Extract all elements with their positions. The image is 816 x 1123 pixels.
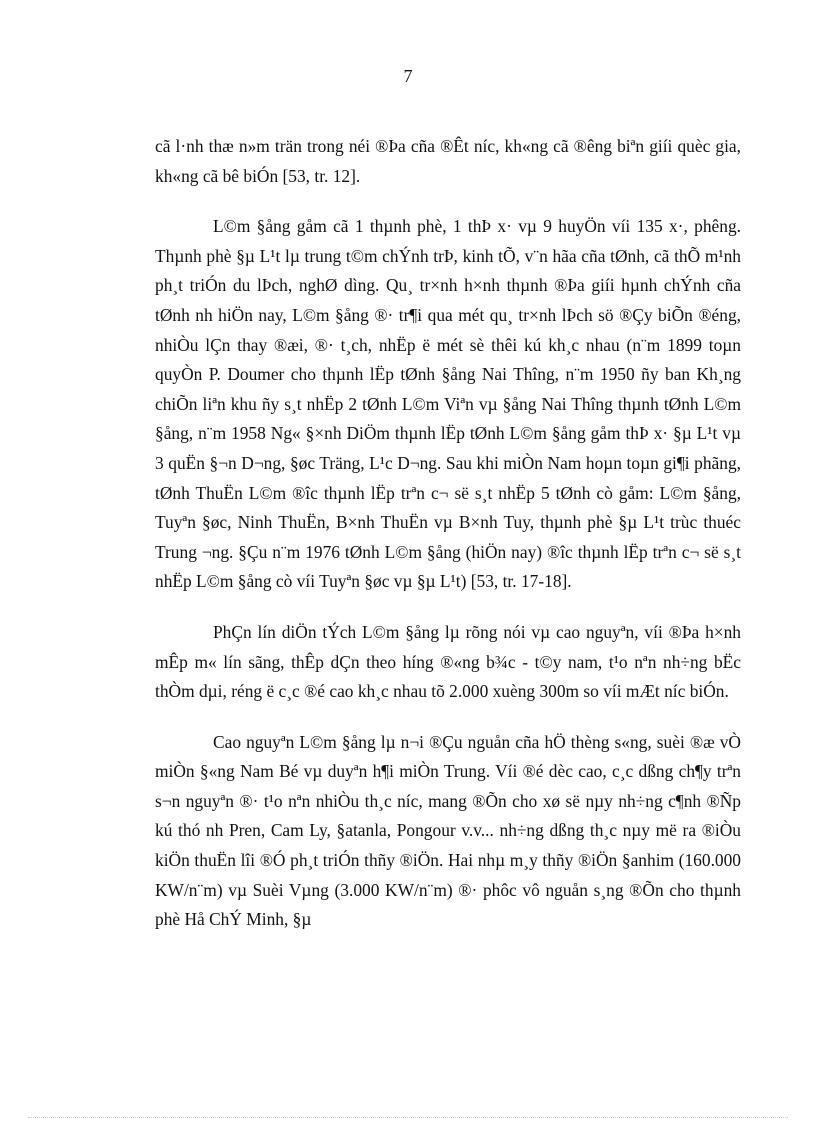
paragraph-terrain: PhÇn lín diÖn tÝch L©m §ång lµ rõng nói vµ cao nguyªn, víi ®Þa h×nh mÊp m« lín sãng, thÊp dÇn theo híng ®«ng b¾c - t©y nam, t¹o nªn nh÷ng bËc thÒm dµi, réng ë c¸c ®é cao kh¸c nhau tõ 2.000 xuèng 300m so víi mÆt níc biÓn. [155, 621, 741, 702]
paragraph-continuation: cã l·nh thæ n»m trän trong néi ®Þa cña ®Êt níc, kh«ng cã ®êng biªn giíi quèc gia, kh«ng cã bê biÓn [53, tr. 12]. [155, 136, 741, 186]
paragraph-administrative-history: L©m §ång gåm cã 1 thµnh phè, 1 thÞ x· vµ 9 huyÖn víi 135 x·, phêng. Thµnh phè §µ L¹t lµ trung t©m chÝnh trÞ, kinh tÕ, v¨n hãa cña tØnh, cã thÕ m¹nh ph¸t triÓn du lÞch, nghØ dìng. Qu¸ tr×nh h×nh thµnh ®Þa giíi hµnh chÝnh cña tØnh nh hiÖn nay, L©m §ång ®· tr¶i qua mét qu¸ tr×nh lÞch sö ®Çy biÕn ®éng, nhiÒu lÇn thay ®æi, ®· t¸ch, nhËp ë mét sè thêi kú kh¸c nhau (n¨m 1899 toµn quyÒn P. Doumer cho thµnh lËp tØnh §ång Nai Thîng, n¨m 1950 ñy ban Kh¸ng chiÕn liªn khu ñy s¸t nhËp 2 tØnh L©m Viªn vµ §ång Nai Thîng thµnh tØnh L©m §ång, n¨m 1958 Ng« §×nh DiÖm thµnh lËp tØnh L©m §ång gåm thÞ x· §µ L¹t vµ 3 quËn §¬n D¬ng, §øc Träng, L¹c D¬ng. Sau khi miÒn Nam hoµn toµn gi¶i phãng, tØnh ThuËn L©m ®îc thµnh lËp trªn c¬ së s¸t nhËp 5 tØnh cò gåm: L©m §ång, Tuyªn §øc, Ninh ThuËn, B×nh ThuËn vµ B×nh Tuy, thµnh phè §µ L¹t trùc thuéc Trung ¬ng. §Çu n¨m 1976 tØnh L©m §ång (hiÖn nay) ®îc thµnh lËp trªn c¬ së s¸t nhËp L©m §ång cò víi Tuyªn §øc vµ §µ L¹t) [53, tr. 17-18]. [155, 216, 741, 592]
page-number: 7 [403, 66, 413, 86]
page-bottom-border [28, 1117, 788, 1118]
paragraph-rivers-hydropower: Cao nguyªn L©m §ång lµ n¬i ®Çu nguån cña hÖ thèng s«ng, suèi ®æ vÒ miÒn §«ng Nam Bé vµ duyªn h¶i miÒn Trung. Víi ®é dèc cao, c¸c dßng ch¶y trªn s¬n nguyªn ®· t¹o nªn nhiÒu th¸c níc, mang ®Õn cho xø së nµy nh÷ng c¶nh ®Ñp kú thó nh Pren, Cam Ly, §atanla, Pongour v.v... nh÷ng dßng th¸c nµy më ra ®iÒu kiÖn thuËn lîi ®Ó ph¸t triÓn thñy ®iÖn. Hai nhµ m¸y thñy ®iÖn §anhim (160.000 KW/n¨m) vµ Suèi Vµng (3.000 KW/n¨m) ®· phôc vô nguån s¸ng ®Õn cho thµnh phè Hå ChÝ Minh, §µ [155, 731, 741, 930]
document-body [155, 132, 741, 935]
